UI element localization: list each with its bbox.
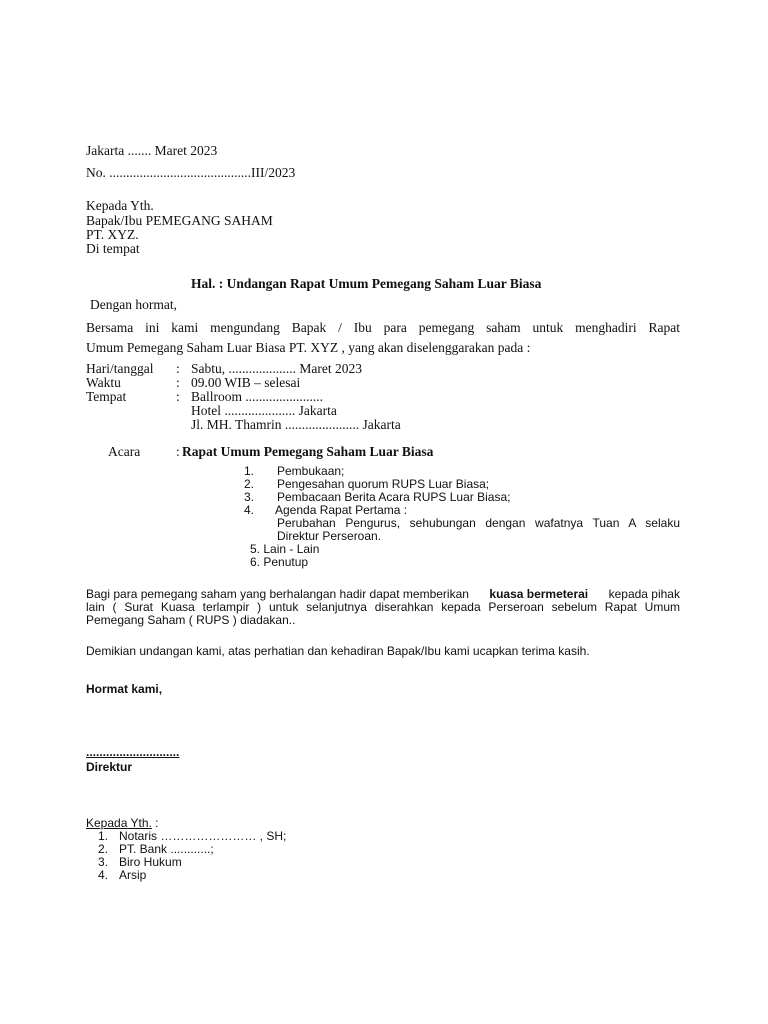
detail-value: 09.00 WIB – selesai [191, 375, 301, 390]
intro-line: Umum Pemegang Saham Luar Biasa PT. XYZ , yang akan diselenggarakan pada : [86, 340, 531, 355]
recipient-line: Bapak/Ibu PEMEGANG SAHAM [86, 213, 273, 228]
agenda-title: Rapat Umum Pemegang Saham Luar Biasa [182, 444, 434, 459]
agenda-label: Acara [108, 444, 141, 459]
agenda-sub-line: Perubahan Pengurus, sehubungan dengan wafatnya Tuan A selaku [277, 516, 680, 530]
agenda-colon: : [176, 444, 180, 459]
agenda-item: 6. Penutup [250, 555, 309, 569]
cc-heading-colon: : [151, 816, 159, 830]
cc-item: PT. Bank ............; [119, 842, 214, 856]
agenda-item: Pengesahan quorum RUPS Luar Biasa; [277, 477, 490, 491]
cc-heading-text: Kepada Yth. [86, 816, 152, 830]
agenda-item-number: 1. [244, 464, 255, 478]
agenda-item: 5. Lain - Lain [250, 542, 320, 556]
letter-number: No. ..........................................III/2023 [86, 165, 296, 180]
intro-line: Bersama ini kami mengundang Bapak / Ibu para pemegang saham untuk menghadiri Rapat [86, 320, 680, 335]
cc-item-number: 1. [98, 829, 109, 843]
greeting: Dengan hormat, [90, 297, 177, 312]
detail-value: Hotel ..................... Jakarta [191, 403, 337, 418]
detail-value: Ballroom ....................... [191, 389, 323, 404]
cc-item: Arsip [119, 868, 147, 882]
proxy-bold-text: kuasa bermeterai [489, 587, 589, 601]
cc-item: Biro Hukum [119, 855, 182, 869]
detail-label: Waktu [86, 375, 121, 390]
recipient-line: Kepada Yth. [86, 198, 154, 213]
recipient-line: Di tempat [86, 241, 140, 256]
letter-date: Jakarta ....... Maret 2023 [86, 143, 218, 158]
signoff: Hormat kami, [86, 682, 163, 696]
agenda-item: Pembukaan; [277, 464, 345, 478]
proxy-paragraph-line: lain ( Surat Kuasa terlampir ) untuk selanjutnya diserahkan kepada Perseroan sebelum Rapat Umum [86, 600, 680, 614]
agenda-item: Pembacaan Berita Acara RUPS Luar Biasa; [277, 490, 511, 504]
agenda-item: Agenda Rapat Pertama : [275, 503, 408, 517]
detail-colon: : [176, 361, 180, 376]
detail-value: Sabtu, .................... Maret 2023 [191, 361, 362, 376]
agenda-item-number: 3. [244, 490, 255, 504]
agenda-item-number: 4. [244, 503, 255, 517]
letter-subject: Hal. : Undangan Rapat Umum Pemegang Saham Luar Biasa [191, 276, 542, 291]
cc-item: Notaris …………………… , SH; [119, 829, 287, 843]
agenda-item-number: 2. [244, 477, 255, 491]
cc-item-number: 2. [98, 842, 109, 856]
detail-colon: : [176, 389, 180, 404]
cc-item-number: 4. [98, 868, 109, 882]
cc-item-number: 3. [98, 855, 109, 869]
recipient-line: PT. XYZ. [86, 227, 139, 242]
signature-name: ............................ [86, 745, 180, 759]
proxy-text: kepada pihak [608, 587, 680, 601]
detail-label: Tempat [86, 389, 127, 404]
detail-value: Jl. MH. Thamrin ...................... Jakarta [191, 417, 401, 432]
proxy-text: Bagi para pemegang saham yang berhalangan hadir dapat memberikan [86, 587, 469, 601]
agenda-sub-line: Direktur Perseroan. [277, 529, 382, 543]
signature-title: Direktur [86, 760, 133, 774]
proxy-paragraph-line: Pemegang Saham ( RUPS ) diadakan.. [86, 613, 296, 627]
detail-colon: : [176, 375, 180, 390]
detail-label: Hari/tanggal [86, 361, 154, 376]
closing-text: Demikian undangan kami, atas perhatian dan kehadiran Bapak/Ibu kami ucapkan terima kasih. [86, 644, 590, 658]
